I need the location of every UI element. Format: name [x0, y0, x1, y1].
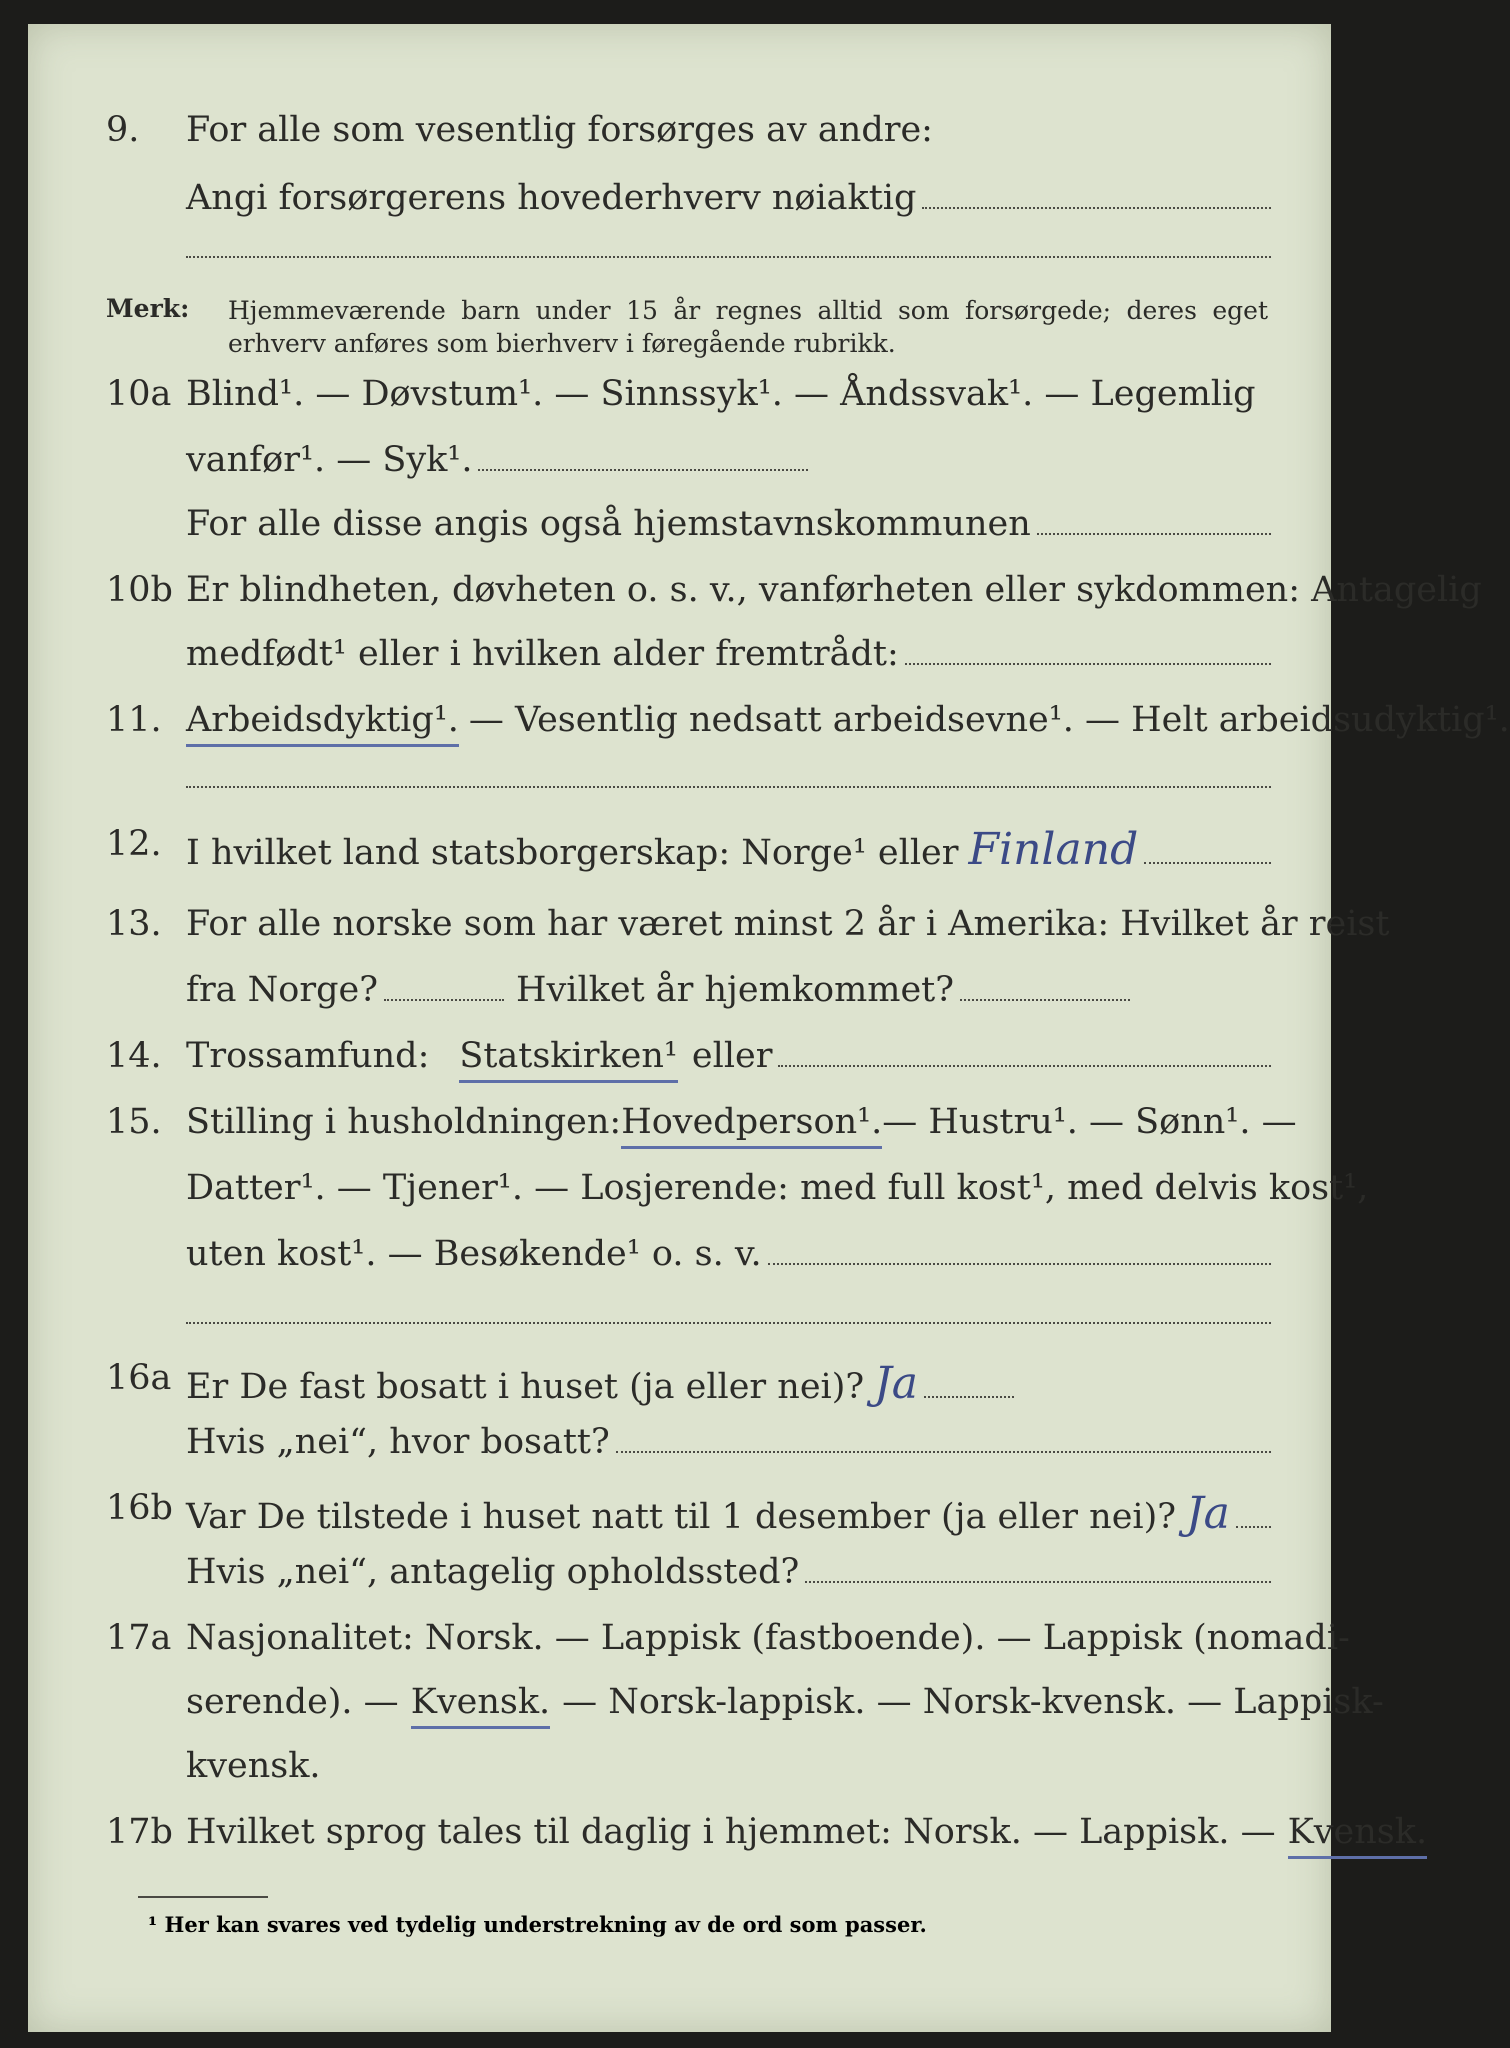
question-number: 17b [106, 1812, 173, 1852]
question-text: medfødt¹ eller i hvilken alder fremtrådt: [186, 634, 899, 674]
question-text-row [186, 504, 1271, 544]
question-text-row [186, 1358, 1014, 1409]
answer-blank[interactable] [768, 1261, 1271, 1265]
answer-blank[interactable] [1236, 1524, 1271, 1528]
question-text-row [186, 824, 1271, 875]
question-text: For alle disse angis også hjemstavnskommunen [186, 504, 1031, 544]
footnote-separator [138, 1896, 268, 1898]
merk-label: Merk: [106, 294, 190, 323]
question-text: kvensk. [186, 1746, 321, 1786]
question-text: Nasjonalitet: Norsk. — Lappisk (fastboende). — Lappisk (nomadi- [186, 1618, 1350, 1658]
question-text: — Hustru¹. — Sønn¹. — [882, 1102, 1297, 1142]
question-text: Hvis „nei“, antagelig opholdssted? [186, 1552, 800, 1592]
question-number: 9. [106, 110, 140, 150]
question-text-row [186, 1422, 1271, 1462]
question-label: Trossamfund: [186, 1036, 430, 1076]
question-text-row [186, 700, 1510, 747]
answer-blank[interactable] [478, 467, 808, 471]
question-text: uten kost¹. — Besøkende¹ o. s. v. [186, 1234, 762, 1274]
question-text: Hvilket år hjemkommet? [516, 970, 955, 1010]
selected-option-arbeidsdyktig[interactable]: Arbeidsdyktig¹. [186, 700, 459, 747]
question-text: vanfør¹. — Syk¹. [186, 440, 473, 480]
question-number: 12. [106, 824, 162, 864]
question-text: — Vesentlig nedsatt arbeidsevne¹. — Helt arbeidsudyktig¹. [468, 700, 1510, 740]
question-text-row [186, 440, 808, 480]
handwritten-answer[interactable]: Ja [1186, 1488, 1230, 1539]
question-text-row [186, 1552, 1271, 1592]
question-text: I hvilket land statsborgerskap: Norge¹ eller [186, 833, 959, 873]
question-number: 13. [106, 904, 162, 944]
answer-blank-line[interactable] [186, 1322, 1271, 1324]
question-text-row [186, 1812, 1427, 1859]
question-number: 11. [106, 700, 162, 740]
question-number: 17a [106, 1618, 172, 1658]
question-text: Angi forsørgerens hovederhverv nøiaktig [186, 178, 917, 218]
question-text: Var De tilstede i huset natt til 1 desember (ja eller nei)? [186, 1497, 1177, 1537]
footnote: ¹ Her kan svares ved tydelig understrekning av de ord som passer. [148, 1912, 927, 1937]
selected-option-kvensk-language[interactable]: Kvensk. [1288, 1812, 1427, 1859]
answer-blank[interactable] [905, 661, 1271, 665]
answer-blank[interactable] [778, 1063, 1271, 1067]
question-number: 16a [106, 1358, 172, 1398]
answer-blank[interactable] [1037, 531, 1271, 535]
question-number: 15. [106, 1102, 162, 1142]
answer-blank[interactable] [922, 205, 1271, 209]
question-text-row [186, 178, 1271, 218]
question-text: Blind¹. — Døvstum¹. — Sinnssyk¹. — Åndssvak¹. — Legemlig [186, 374, 1256, 414]
selected-option-statskirken[interactable]: Statskirken¹ [459, 1036, 678, 1083]
question-number: 16b [106, 1488, 173, 1528]
answer-blank[interactable] [805, 1579, 1271, 1583]
question-text: Datter¹. — Tjener¹. — Losjerende: med full kost¹, med delvis kost¹, [186, 1168, 1369, 1208]
question-text: For alle som vesentlig forsørges av andre: [186, 110, 933, 150]
answer-blank[interactable] [1144, 860, 1271, 864]
question-text: Er De fast bosatt i huset (ja eller nei)? [186, 1367, 865, 1407]
census-form-page [28, 24, 1510, 2032]
question-text-row [186, 634, 1271, 674]
question-text: Hvis „nei“, hvor bosatt? [186, 1422, 610, 1462]
answer-blank-line[interactable] [186, 786, 1271, 788]
selected-option-hovedperson[interactable]: Hovedperson¹. [621, 1102, 882, 1149]
question-text: eller [691, 1036, 773, 1076]
question-text-row [186, 1102, 1297, 1149]
question-text: Er blindheten, døvheten o. s. v., vanførheten eller sykdommen: Antagelig [186, 570, 1482, 610]
merk-text: Hjemmeværende barn under 15 år regnes alltid som forsørgede; deres eget erhverv anføres som bierhverv i føregående rubrikk. [228, 296, 1268, 358]
answer-blank[interactable] [924, 1394, 1014, 1398]
question-text: fra Norge? [186, 970, 378, 1010]
handwritten-answer[interactable]: Ja [874, 1358, 919, 1409]
question-text-row [186, 1682, 1384, 1729]
question-text-row [186, 1036, 1271, 1083]
question-text: Hvilket sprog tales til daglig i hjemmet: Norsk. — Lappisk. — [186, 1812, 1276, 1852]
question-text: — Norsk-lappisk. — Norsk-kvensk. — Lappisk- [562, 1682, 1384, 1722]
answer-blank-hjemkommet[interactable] [960, 997, 1130, 1001]
answer-blank-reist[interactable] [384, 997, 504, 1001]
question-number: 14. [106, 1036, 162, 1076]
selected-option-kvensk[interactable]: Kvensk. [411, 1682, 550, 1729]
question-text-row [186, 1234, 1271, 1274]
question-number: 10a [106, 374, 172, 414]
question-text-row [186, 970, 1130, 1010]
answer-blank-line[interactable] [186, 256, 1271, 258]
question-label: Stilling i husholdningen: [186, 1102, 622, 1142]
question-text: For alle norske som har været minst 2 år i Amerika: Hvilket år reist [186, 904, 1390, 944]
question-text-row [186, 1488, 1271, 1539]
handwritten-answer[interactable]: Finland [968, 824, 1139, 875]
question-number: 10b [106, 570, 173, 610]
question-text: serende). — [186, 1682, 399, 1722]
answer-blank[interactable] [616, 1449, 1271, 1453]
